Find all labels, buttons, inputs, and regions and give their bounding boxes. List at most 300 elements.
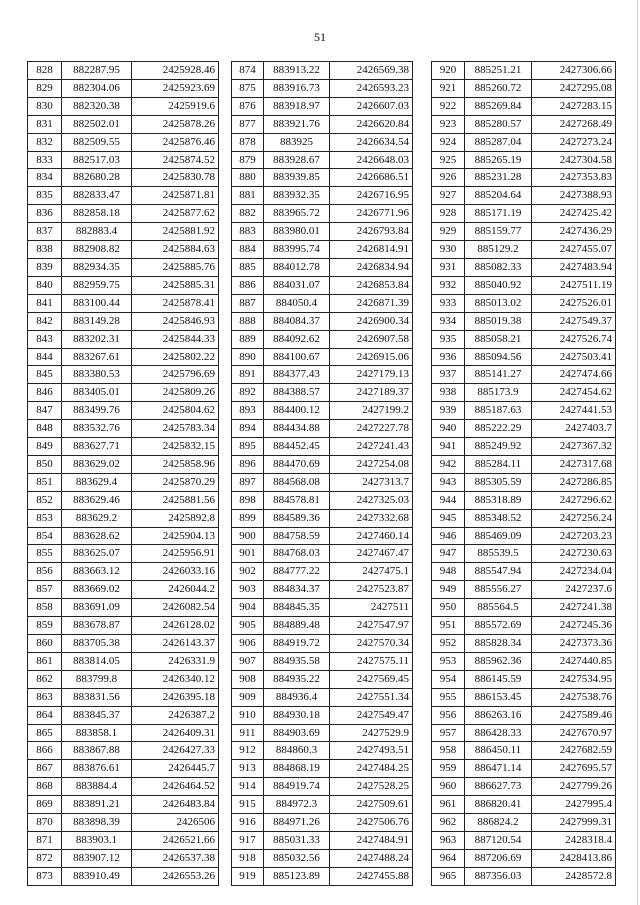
- x-coordinate-cell: 883691.09: [62, 599, 132, 617]
- x-coordinate-cell: 885204.64: [465, 187, 532, 205]
- table-row: [232, 473, 413, 491]
- y-coordinate-cell: 2426143.37: [132, 635, 219, 653]
- x-coordinate-cell: 883913.22: [264, 62, 330, 80]
- table-row: [28, 706, 219, 724]
- y-coordinate-cell: 2427332.68: [330, 509, 413, 527]
- x-coordinate-cell: 883663.12: [62, 563, 132, 581]
- point-number-cell: 950: [432, 599, 465, 617]
- x-coordinate-cell: 882680.28: [62, 169, 132, 187]
- point-number-cell: 861: [28, 652, 62, 670]
- table-row: [28, 420, 219, 438]
- point-number-cell: 851: [28, 473, 62, 491]
- y-coordinate-cell: 2425874.52: [132, 151, 219, 169]
- table-row: [232, 276, 413, 294]
- point-number-cell: 890: [232, 348, 264, 366]
- x-coordinate-cell: 885305.59: [465, 473, 532, 491]
- point-number-cell: 913: [232, 760, 264, 778]
- y-coordinate-cell: 2425956.91: [132, 545, 219, 563]
- point-number-cell: 958: [432, 742, 465, 760]
- table-row: [28, 438, 219, 456]
- y-coordinate-cell: 2427483.94: [532, 258, 616, 276]
- point-number-cell: 857: [28, 581, 62, 599]
- point-number-cell: 842: [28, 312, 62, 330]
- point-number-cell: 844: [28, 348, 62, 366]
- point-number-cell: 886: [232, 276, 264, 294]
- y-coordinate-cell: 2427534.95: [532, 670, 616, 688]
- point-number-cell: 904: [232, 599, 264, 617]
- x-coordinate-cell: 884777.22: [264, 563, 330, 581]
- x-coordinate-cell: 886627.73: [465, 778, 532, 796]
- y-coordinate-cell: 2427283.15: [532, 97, 616, 115]
- point-number-cell: 899: [232, 509, 264, 527]
- x-coordinate-cell: 882833.47: [62, 187, 132, 205]
- point-number-cell: 933: [432, 294, 465, 312]
- y-coordinate-cell: 2427306.66: [532, 62, 616, 80]
- table-row: [432, 187, 616, 205]
- table-row: [232, 599, 413, 617]
- table-row: [432, 366, 616, 384]
- y-coordinate-cell: 2425809.26: [132, 384, 219, 402]
- point-number-cell: 837: [28, 223, 62, 241]
- x-coordinate-cell: 883629.4: [62, 473, 132, 491]
- point-number-cell: 931: [432, 258, 465, 276]
- table-row: [232, 420, 413, 438]
- point-number-cell: 938: [432, 384, 465, 402]
- y-coordinate-cell: 2426537.38: [132, 849, 219, 867]
- table-row: [432, 97, 616, 115]
- table-row: [232, 115, 413, 133]
- y-coordinate-cell: 2427256.24: [532, 509, 616, 527]
- table-row: [232, 652, 413, 670]
- point-number-cell: 834: [28, 169, 62, 187]
- table-row: [232, 796, 413, 814]
- point-number-cell: 843: [28, 330, 62, 348]
- table-row: [28, 760, 219, 778]
- x-coordinate-cell: 884935.22: [264, 670, 330, 688]
- x-coordinate-cell: 885019.38: [465, 312, 532, 330]
- x-coordinate-cell: 883405.01: [62, 384, 132, 402]
- table-row: [432, 223, 616, 241]
- point-number-cell: 959: [432, 760, 465, 778]
- x-coordinate-cell: 887206.69: [465, 849, 532, 867]
- table-row: [432, 115, 616, 133]
- x-coordinate-cell: 883845.37: [62, 706, 132, 724]
- point-number-cell: 835: [28, 187, 62, 205]
- y-coordinate-cell: 2426634.54: [330, 133, 413, 151]
- x-coordinate-cell: 885962.36: [465, 652, 532, 670]
- table-row: [432, 151, 616, 169]
- table-row: [432, 402, 616, 420]
- x-coordinate-cell: 883669.02: [62, 581, 132, 599]
- x-coordinate-cell: 885094.56: [465, 348, 532, 366]
- y-coordinate-cell: 2426907.58: [330, 330, 413, 348]
- point-number-cell: 864: [28, 706, 62, 724]
- y-coordinate-cell: 2427203.23: [532, 527, 616, 545]
- point-number-cell: 885: [232, 258, 264, 276]
- x-coordinate-cell: 884930.18: [264, 706, 330, 724]
- y-coordinate-cell: 2427511.19: [532, 276, 616, 294]
- y-coordinate-cell: 2425830.78: [132, 169, 219, 187]
- point-number-cell: 888: [232, 312, 264, 330]
- y-coordinate-cell: 2427268.49: [532, 115, 616, 133]
- x-coordinate-cell: 883831.56: [62, 688, 132, 706]
- table-row: [432, 831, 616, 849]
- table-row: [432, 276, 616, 294]
- x-coordinate-cell: 885032.56: [264, 849, 330, 867]
- table-row: [232, 97, 413, 115]
- y-coordinate-cell: 2427475.1: [330, 563, 413, 581]
- point-number-cell: 894: [232, 420, 264, 438]
- y-coordinate-cell: 2427313.7: [330, 473, 413, 491]
- y-coordinate-cell: 2427179.13: [330, 366, 413, 384]
- x-coordinate-cell: 885265.19: [465, 151, 532, 169]
- x-coordinate-cell: 885082.33: [465, 258, 532, 276]
- table-row: [432, 742, 616, 760]
- y-coordinate-cell: 2427295.08: [532, 79, 616, 97]
- y-coordinate-cell: 2425871.81: [132, 187, 219, 205]
- x-coordinate-cell: 883267.61: [62, 348, 132, 366]
- point-number-cell: 868: [28, 778, 62, 796]
- table-row: [432, 294, 616, 312]
- x-coordinate-cell: 883884.4: [62, 778, 132, 796]
- point-number-cell: 926: [432, 169, 465, 187]
- point-number-cell: 961: [432, 796, 465, 814]
- point-number-cell: 871: [28, 831, 62, 849]
- x-coordinate-cell: 887356.03: [465, 867, 532, 885]
- point-number-cell: 872: [28, 849, 62, 867]
- x-coordinate-cell: 885171.19: [465, 205, 532, 223]
- y-coordinate-cell: 2427682.59: [532, 742, 616, 760]
- y-coordinate-cell: 2426445.7: [132, 760, 219, 778]
- table-row: [232, 241, 413, 259]
- table-row: [432, 545, 616, 563]
- table-row: [28, 617, 219, 635]
- point-number-cell: 940: [432, 420, 465, 438]
- y-coordinate-cell: 2425846.93: [132, 312, 219, 330]
- table-row: [432, 635, 616, 653]
- x-coordinate-cell: 885249.92: [465, 438, 532, 456]
- point-number-cell: 881: [232, 187, 264, 205]
- x-coordinate-cell: 884377.43: [264, 366, 330, 384]
- y-coordinate-cell: 2427493.51: [330, 742, 413, 760]
- x-coordinate-cell: 885556.27: [465, 581, 532, 599]
- x-coordinate-cell: 882502.01: [62, 115, 132, 133]
- y-coordinate-cell: 2425881.92: [132, 223, 219, 241]
- point-number-cell: 922: [432, 97, 465, 115]
- point-number-cell: 956: [432, 706, 465, 724]
- y-coordinate-cell: 2427484.25: [330, 760, 413, 778]
- table-row: [432, 258, 616, 276]
- x-coordinate-cell: 883925: [264, 133, 330, 151]
- point-number-cell: 867: [28, 760, 62, 778]
- x-coordinate-cell: 886153.45: [465, 688, 532, 706]
- point-number-cell: 924: [432, 133, 465, 151]
- table-row: [232, 563, 413, 581]
- table-row: [232, 742, 413, 760]
- table-row: [232, 258, 413, 276]
- y-coordinate-cell: 2426427.33: [132, 742, 219, 760]
- point-number-cell: 853: [28, 509, 62, 527]
- x-coordinate-cell: 883876.61: [62, 760, 132, 778]
- x-coordinate-cell: 883705.38: [62, 635, 132, 653]
- point-number-cell: 902: [232, 563, 264, 581]
- x-coordinate-cell: 885123.89: [264, 867, 330, 885]
- point-number-cell: 945: [432, 509, 465, 527]
- table-row: [232, 509, 413, 527]
- y-coordinate-cell: 2427589.46: [532, 706, 616, 724]
- y-coordinate-cell: 2427441.53: [532, 402, 616, 420]
- point-number-cell: 921: [432, 79, 465, 97]
- x-coordinate-cell: 886471.14: [465, 760, 532, 778]
- y-coordinate-cell: 2426553.26: [132, 867, 219, 885]
- point-number-cell: 900: [232, 527, 264, 545]
- point-number-cell: 939: [432, 402, 465, 420]
- x-coordinate-cell: 883799.8: [62, 670, 132, 688]
- y-coordinate-cell: 2427506.76: [330, 814, 413, 832]
- table-row: [232, 187, 413, 205]
- x-coordinate-cell: 883202.31: [62, 330, 132, 348]
- x-coordinate-cell: 885572.69: [465, 617, 532, 635]
- y-coordinate-cell: 2427549.47: [330, 706, 413, 724]
- table-row: [28, 294, 219, 312]
- table-row: [28, 366, 219, 384]
- page-number: 51: [314, 30, 326, 44]
- table-row: [232, 527, 413, 545]
- point-number-cell: 928: [432, 205, 465, 223]
- x-coordinate-cell: 884012.78: [264, 258, 330, 276]
- x-coordinate-cell: 886428.33: [465, 724, 532, 742]
- table-row: [28, 867, 219, 885]
- x-coordinate-cell: 882287.95: [62, 62, 132, 80]
- point-number-cell: 889: [232, 330, 264, 348]
- table-row: [432, 473, 616, 491]
- point-number-cell: 930: [432, 241, 465, 259]
- x-coordinate-cell: 885539.5: [465, 545, 532, 563]
- x-coordinate-cell: 884388.57: [264, 384, 330, 402]
- x-coordinate-cell: 883499.76: [62, 402, 132, 420]
- y-coordinate-cell: 2427367.32: [532, 438, 616, 456]
- table-row: [432, 688, 616, 706]
- table-row: [28, 402, 219, 420]
- table-row: [432, 491, 616, 509]
- x-coordinate-cell: 885222.29: [465, 420, 532, 438]
- point-number-cell: 847: [28, 402, 62, 420]
- table-row: [232, 79, 413, 97]
- point-number-cell: 955: [432, 688, 465, 706]
- point-number-cell: 901: [232, 545, 264, 563]
- x-coordinate-cell: 882509.55: [62, 133, 132, 151]
- table-row: [432, 706, 616, 724]
- table-row: [432, 670, 616, 688]
- y-coordinate-cell: 2426834.94: [330, 258, 413, 276]
- point-number-cell: 947: [432, 545, 465, 563]
- y-coordinate-cell: 2425858.96: [132, 455, 219, 473]
- point-number-cell: 849: [28, 438, 62, 456]
- y-coordinate-cell: 2427549.37: [532, 312, 616, 330]
- point-number-cell: 949: [432, 581, 465, 599]
- x-coordinate-cell: 883995.74: [264, 241, 330, 259]
- y-coordinate-cell: 2426853.84: [330, 276, 413, 294]
- table-row: [232, 706, 413, 724]
- y-coordinate-cell: 2427570.34: [330, 635, 413, 653]
- table-row: [28, 527, 219, 545]
- x-coordinate-cell: 882858.18: [62, 205, 132, 223]
- table-row: [28, 742, 219, 760]
- point-number-cell: 875: [232, 79, 264, 97]
- x-coordinate-cell: 886450.11: [465, 742, 532, 760]
- point-number-cell: 878: [232, 133, 264, 151]
- point-number-cell: 906: [232, 635, 264, 653]
- point-number-cell: 912: [232, 742, 264, 760]
- y-coordinate-cell: 2427474.66: [532, 366, 616, 384]
- point-number-cell: 855: [28, 545, 62, 563]
- y-coordinate-cell: 2426814.91: [330, 241, 413, 259]
- x-coordinate-cell: 883907.12: [62, 849, 132, 867]
- table-row: [28, 187, 219, 205]
- x-coordinate-cell: 884568.08: [264, 473, 330, 491]
- point-number-cell: 927: [432, 187, 465, 205]
- x-coordinate-cell: 883921.76: [264, 115, 330, 133]
- coordinates-table-2: [231, 61, 413, 886]
- table-row: [232, 688, 413, 706]
- point-number-cell: 946: [432, 527, 465, 545]
- y-coordinate-cell: 2425802.22: [132, 348, 219, 366]
- point-number-cell: 951: [432, 617, 465, 635]
- point-number-cell: 863: [28, 688, 62, 706]
- point-number-cell: 916: [232, 814, 264, 832]
- point-number-cell: 962: [432, 814, 465, 832]
- x-coordinate-cell: 884578.81: [264, 491, 330, 509]
- x-coordinate-cell: 884470.69: [264, 455, 330, 473]
- x-coordinate-cell: 883916.73: [264, 79, 330, 97]
- x-coordinate-cell: 884919.74: [264, 778, 330, 796]
- y-coordinate-cell: 2427325.03: [330, 491, 413, 509]
- table-row: [432, 509, 616, 527]
- point-number-cell: 876: [232, 97, 264, 115]
- x-coordinate-cell: 884868.19: [264, 760, 330, 778]
- point-number-cell: 963: [432, 831, 465, 849]
- y-coordinate-cell: 2426593.23: [330, 79, 413, 97]
- y-coordinate-cell: 2427523.87: [330, 581, 413, 599]
- x-coordinate-cell: 883965.72: [264, 205, 330, 223]
- table-row: [432, 814, 616, 832]
- table-row: [28, 509, 219, 527]
- y-coordinate-cell: 2426793.84: [330, 223, 413, 241]
- y-coordinate-cell: 2427436.29: [532, 223, 616, 241]
- y-coordinate-cell: 2427799.26: [532, 778, 616, 796]
- y-coordinate-cell: 2426915.06: [330, 348, 413, 366]
- y-coordinate-cell: 2427528.25: [330, 778, 413, 796]
- table-row: [28, 133, 219, 151]
- x-coordinate-cell: 885828.34: [465, 635, 532, 653]
- x-coordinate-cell: 886145.59: [465, 670, 532, 688]
- point-number-cell: 925: [432, 151, 465, 169]
- y-coordinate-cell: 2427241.43: [330, 438, 413, 456]
- x-coordinate-cell: 883910.49: [62, 867, 132, 885]
- y-coordinate-cell: 2427273.24: [532, 133, 616, 151]
- table-row: [232, 867, 413, 885]
- x-coordinate-cell: 883928.67: [264, 151, 330, 169]
- x-coordinate-cell: 882934.35: [62, 258, 132, 276]
- y-coordinate-cell: 2426082.54: [132, 599, 219, 617]
- x-coordinate-cell: 885284.11: [465, 455, 532, 473]
- point-number-cell: 934: [432, 312, 465, 330]
- y-coordinate-cell: 2427440.85: [532, 652, 616, 670]
- point-number-cell: 840: [28, 276, 62, 294]
- x-coordinate-cell: 883867.88: [62, 742, 132, 760]
- table-row: [232, 849, 413, 867]
- x-coordinate-cell: 884092.62: [264, 330, 330, 348]
- y-coordinate-cell: 2425885.76: [132, 258, 219, 276]
- x-coordinate-cell: 885129.2: [465, 241, 532, 259]
- y-coordinate-cell: 2428318.4: [532, 831, 616, 849]
- y-coordinate-cell: 2427317.68: [532, 455, 616, 473]
- point-number-cell: 880: [232, 169, 264, 187]
- point-number-cell: 858: [28, 599, 62, 617]
- table-row: [432, 330, 616, 348]
- y-coordinate-cell: 2426044.2: [132, 581, 219, 599]
- x-coordinate-cell: 883891.21: [62, 796, 132, 814]
- x-coordinate-cell: 884758.59: [264, 527, 330, 545]
- x-coordinate-cell: 886263.16: [465, 706, 532, 724]
- x-coordinate-cell: 884860.3: [264, 742, 330, 760]
- table-row: [432, 796, 616, 814]
- point-number-cell: 865: [28, 724, 62, 742]
- point-number-cell: 873: [28, 867, 62, 885]
- table-row: [28, 348, 219, 366]
- point-number-cell: 845: [28, 366, 62, 384]
- y-coordinate-cell: 2427547.97: [330, 617, 413, 635]
- x-coordinate-cell: 885287.04: [465, 133, 532, 151]
- y-coordinate-cell: 2425870.29: [132, 473, 219, 491]
- x-coordinate-cell: 886820.41: [465, 796, 532, 814]
- y-coordinate-cell: 2426387.2: [132, 706, 219, 724]
- point-number-cell: 965: [432, 867, 465, 885]
- point-number-cell: 914: [232, 778, 264, 796]
- point-number-cell: 860: [28, 635, 62, 653]
- x-coordinate-cell: 884100.67: [264, 348, 330, 366]
- table-row: [232, 831, 413, 849]
- point-number-cell: 903: [232, 581, 264, 599]
- table-row: [28, 151, 219, 169]
- y-coordinate-cell: 2425928.46: [132, 62, 219, 80]
- y-coordinate-cell: 2425878.26: [132, 115, 219, 133]
- x-coordinate-cell: 883380.53: [62, 366, 132, 384]
- point-number-cell: 918: [232, 849, 264, 867]
- table-row: [28, 169, 219, 187]
- table-row: [232, 223, 413, 241]
- table-row: [232, 778, 413, 796]
- x-coordinate-cell: 883628.62: [62, 527, 132, 545]
- point-number-cell: 829: [28, 79, 62, 97]
- table-row: [28, 97, 219, 115]
- coordinates-table-1: [27, 61, 219, 886]
- y-coordinate-cell: 2425884.63: [132, 241, 219, 259]
- table-row: [232, 455, 413, 473]
- x-coordinate-cell: 882517.03: [62, 151, 132, 169]
- x-coordinate-cell: 882320.38: [62, 97, 132, 115]
- x-coordinate-cell: 884050.4: [264, 294, 330, 312]
- y-coordinate-cell: 2426871.39: [330, 294, 413, 312]
- table-row: [28, 724, 219, 742]
- table-row: [28, 635, 219, 653]
- table-row: [232, 545, 413, 563]
- y-coordinate-cell: 2426716.95: [330, 187, 413, 205]
- y-coordinate-cell: 2426033.16: [132, 563, 219, 581]
- y-coordinate-cell: 2427511: [330, 599, 413, 617]
- point-number-cell: 937: [432, 366, 465, 384]
- table-row: [28, 276, 219, 294]
